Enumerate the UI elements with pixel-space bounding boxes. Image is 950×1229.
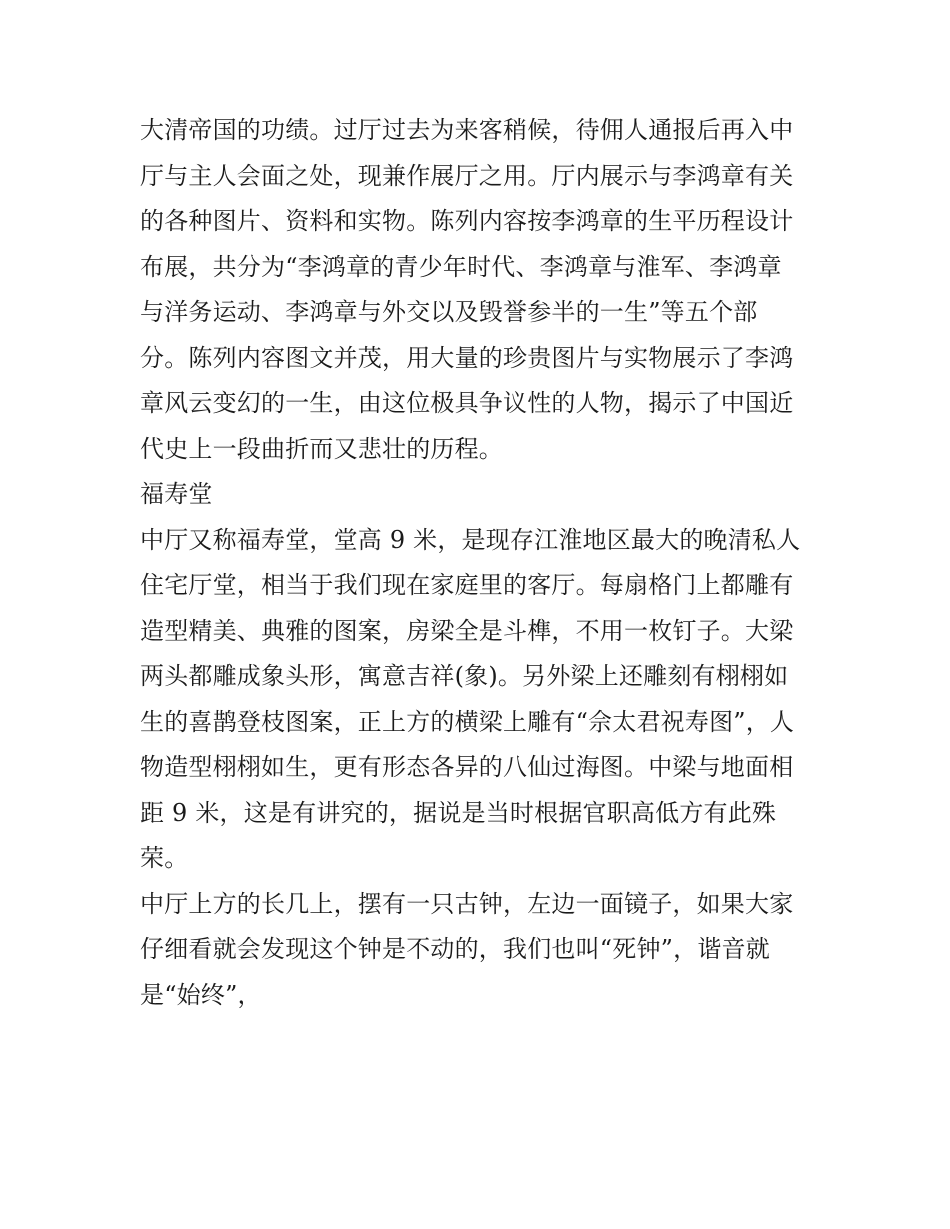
text-line: 距 9 米，这是有讲究的，据说是当时根据官职高低方有此殊 — [140, 798, 777, 827]
text-line: 生的喜鹊登枝图案，正上方的横梁上雕有“佘太君祝寿图”，人 — [140, 707, 795, 736]
text-line: 的各种图片、资料和实物。陈列内容按李鸿章的生平历程设计 — [140, 207, 794, 235]
text-line: 两头都雕成象头形，寓意吉祥(象)。另外梁上还雕刻有栩栩如 — [140, 662, 789, 690]
text-line: 大清帝国的功绩。过厅过去为来客稍候，待佣人通报后再入中 — [140, 116, 794, 144]
section-heading: 福寿堂 — [140, 480, 213, 508]
document-body — [140, 108, 820, 1018]
text-line: 物造型栩栩如生，更有形态各异的八仙过海图。中梁与地面相 — [140, 753, 794, 781]
text-line: 造型精美、典雅的图案，房梁全是斗榫，不用一枚钉子。大梁 — [140, 616, 794, 645]
text-line: 布展，共分为“李鸿章的青少年时代、李鸿章与淮军、李鸿章 — [140, 252, 782, 281]
text-line: 中厅上方的长几上，摆有一只古钟，左边一面镜子，如果大家 — [140, 889, 794, 918]
text-line: 住宅厅堂，相当于我们现在家庭里的客厅。每扇格门上都雕有 — [140, 571, 794, 599]
text-line: 中厅又称福寿堂，堂高 9 米，是现存江淮地区最大的晚清私人 — [140, 525, 801, 554]
text-line: 仔细看就会发现这个钟是不动的，我们也叫“死钟”，谐音就 — [140, 935, 770, 963]
text-line: 厅与主人会面之处，现兼作展厅之用。厅内展示与李鸿章有关 — [140, 161, 794, 190]
text-line: 荣。 — [140, 844, 189, 872]
text-line: 是“始终”， — [140, 980, 262, 1009]
text-line: 代史上一段曲折而又悲壮的历程。 — [140, 434, 503, 463]
text-line: 分。陈列内容图文并茂，用大量的珍贵图片与实物展示了李鸿 — [140, 343, 794, 372]
text-line: 章风云变幻的一生，由这位极具争议性的人物，揭示了中国近 — [140, 389, 794, 417]
text-line: 与洋务运动、李鸿章与外交以及毁誉参半的一生”等五个部 — [140, 298, 758, 326]
